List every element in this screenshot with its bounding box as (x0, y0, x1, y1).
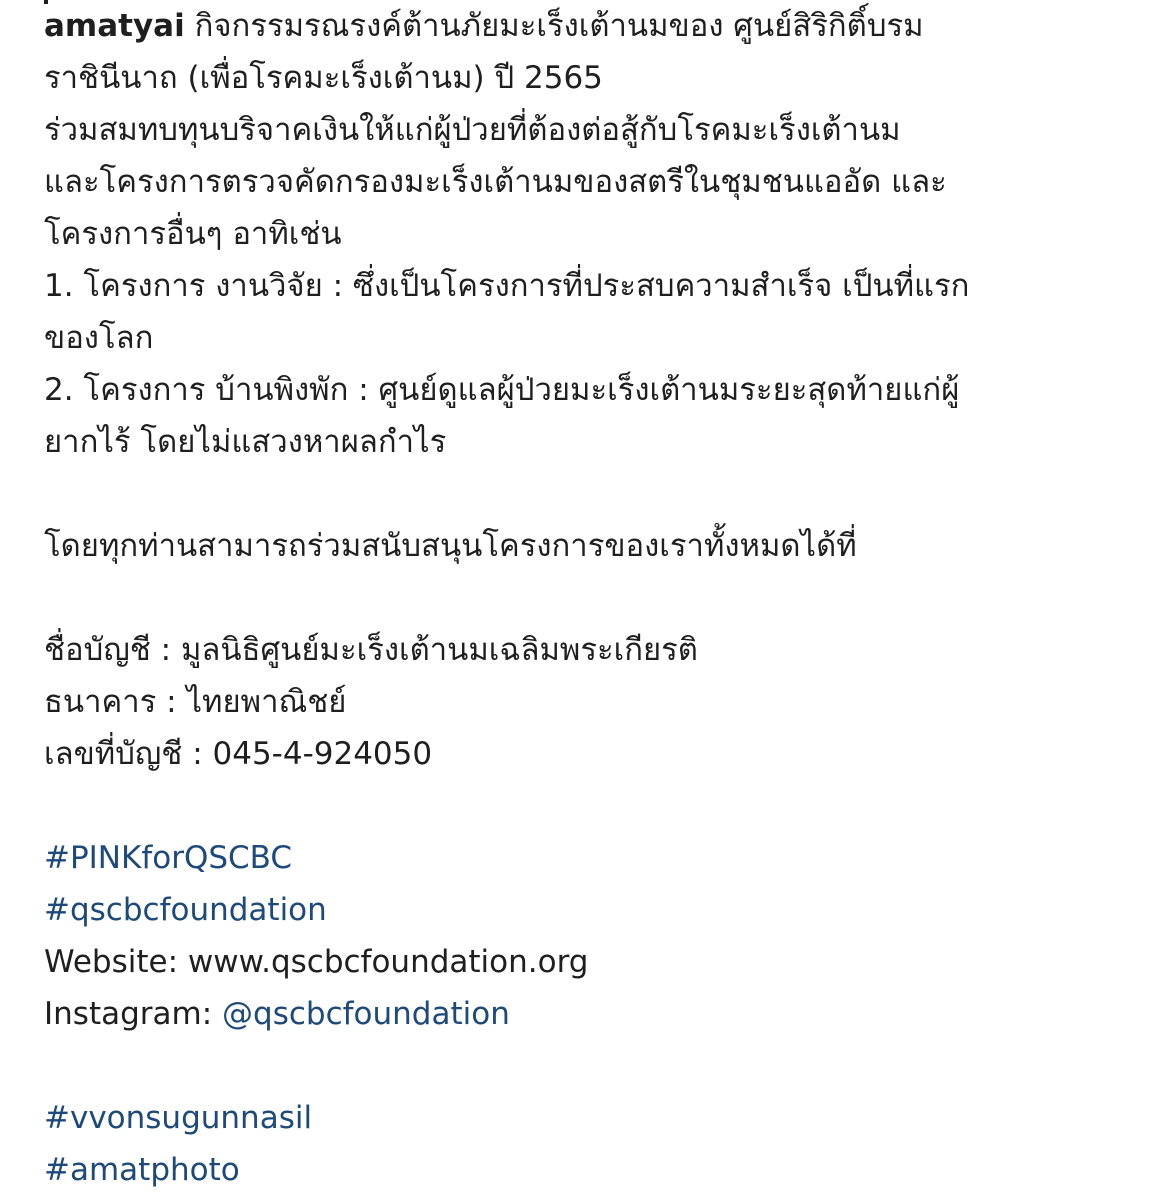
blank-line (44, 1040, 1144, 1092)
bank-account-number: เลขที่บัญชี : 045-4-924050 (44, 736, 433, 772)
blank-line (44, 780, 1144, 832)
caption-line (44, 0, 1144, 52)
support-line: โดยทุกท่านสามารถร่วมสนับสนุนโครงการของเราทั้งหมดได้ที่ (44, 528, 857, 564)
caption-line: 1. โครงการ งานวิจัย : ซึ่งเป็นโครงการที่ประสบความสำเร็จ เป็นที่แรก (44, 268, 970, 304)
caption-line: ยากไร้ โดยไม่แสวงหาผลกำไร (44, 424, 447, 460)
post-caption (44, 0, 1144, 1196)
instagram-line (44, 988, 1144, 1040)
caption-text: กิจกรรมรณรงค์ต้านภัยมะเร็งเต้านมของ ศูนย์สิริกิติ์บรม (194, 8, 924, 44)
caption-line: และโครงการตรวจคัดกรองมะเร็งเต้านมของสตรีในชุมชนแออัด และ (44, 164, 947, 200)
bank-account-name: ชื่อบัญชี : มูลนิธิศูนย์มะเร็งเต้านมเฉลิมพระเกียรติ (44, 632, 698, 668)
instagram-handle-link[interactable]: @qscbcfoundation (222, 996, 510, 1032)
blank-line (44, 572, 1144, 624)
username-link[interactable]: amatyai (44, 8, 185, 44)
caption-line: 2. โครงการ บ้านพิงพัก : ศูนย์ดูแลผู้ป่วยมะเร็งเต้านมระยะสุดท้ายแก่ผู้ (44, 372, 960, 408)
bank-name: ธนาคาร : ไทยพาณิชย์ (44, 684, 347, 720)
instagram-label: Instagram: (44, 996, 223, 1032)
website-line: Website: www.qscbcfoundation.org (44, 944, 589, 980)
caption-line: โครงการอื่นๆ อาทิเช่น (44, 216, 342, 252)
caption-line: ของโลก (44, 320, 154, 356)
hashtag-qscbcfoundation[interactable]: #qscbcfoundation (44, 892, 327, 928)
caption-line: ราชินีนาถ (เพื่อโรคมะเร็งเต้านม) ปี 2565 (44, 60, 603, 96)
hashtag-vvonsugunnasil[interactable]: #vvonsugunnasil (44, 1100, 313, 1136)
caption-line: ร่วมสมทบทุนบริจาคเงินให้แก่ผู้ป่วยที่ต้องต่อสู้กับโรคมะเร็งเต้านม (44, 112, 901, 148)
blank-line (44, 468, 1144, 520)
hashtag-pinkforqscbc[interactable]: #PINKforQSCBC (44, 840, 293, 876)
hashtag-amatphoto[interactable]: #amatphoto (44, 1152, 240, 1188)
